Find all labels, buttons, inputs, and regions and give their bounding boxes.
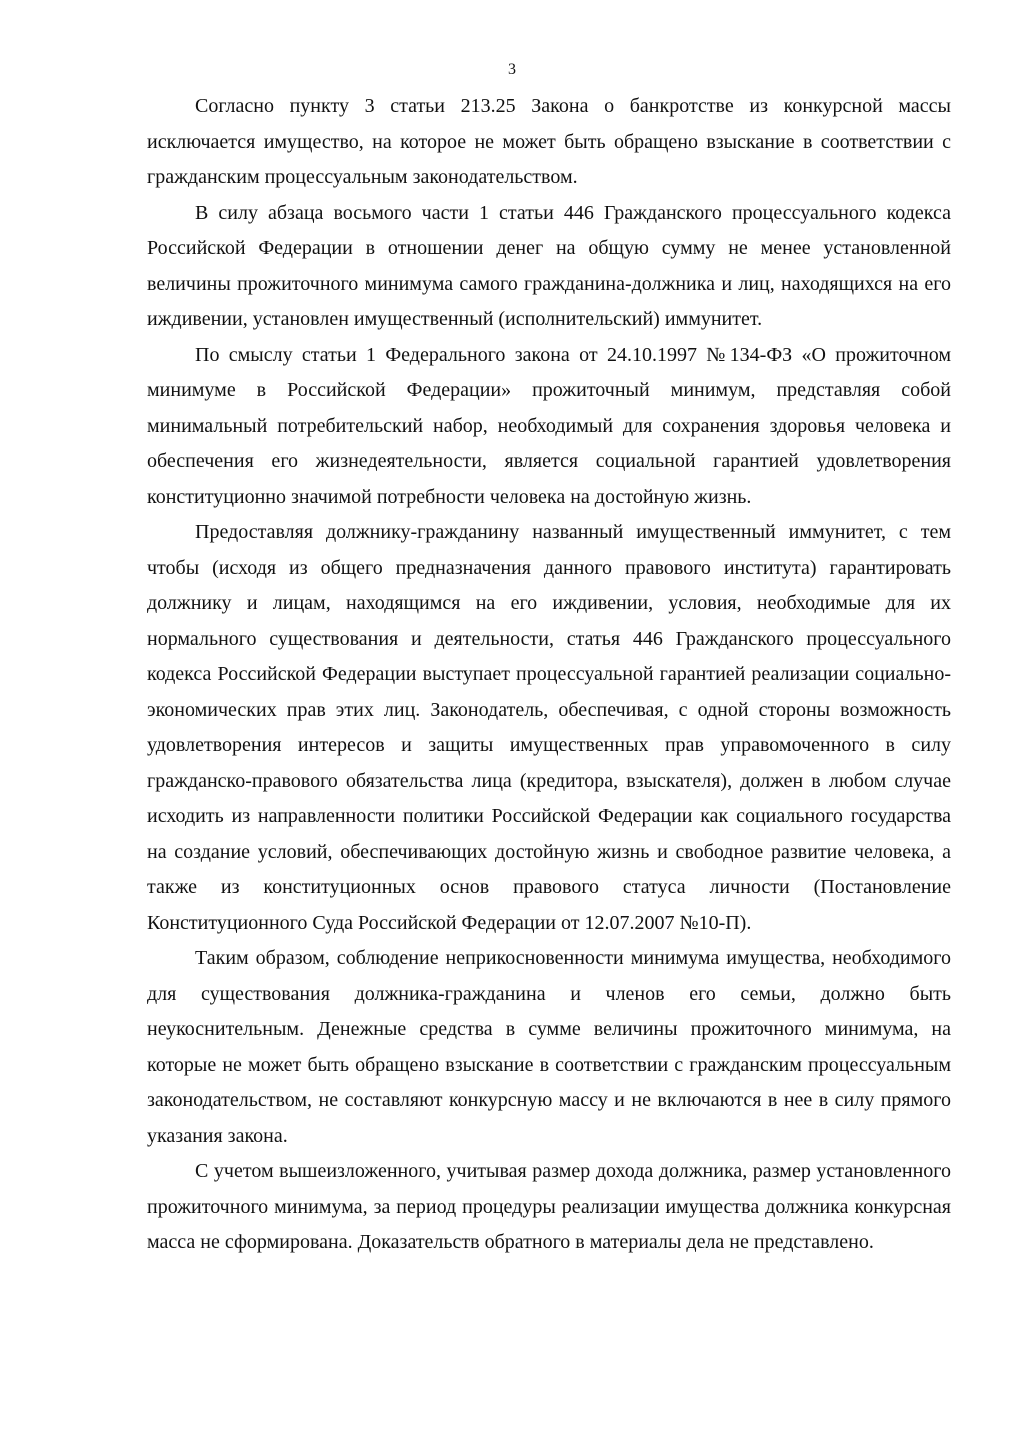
paragraph-property-immunity: В силу абзаца восьмого части 1 статьи 446 Гражданского процессуального кодекса Российской Федерации в отношении денег на общую сумму не менее установленной величины прожиточного минимума самого гражданина-должника и лиц, находящихся на его иждивении, установлен имущественный (исполнительский) иммунитет.: [147, 201, 951, 330]
document-body: [147, 89, 951, 1261]
paragraph-constitutional-guarantee: Предоставляя должнику-гражданину названный имущественный иммунитет, с тем чтобы (исходя из общего предназначения данного правового института) гарантировать должнику и лицам, находящимся на его иждивении, условия, необходимые для их нормального существования и деятельности, статья 446 Гражданского процессуального кодекса Российской Федерации выступает процессуальной гарантией реализации социально-экономических прав этих лиц. Законодатель, обеспечивая, с одной стороны возможность удовлетворения интересов и защиты имущественных прав управомоченного в силу гражданско-правового обязательства лица (кредитора, взыскателя), должен в любом случае исходить из направленности политики Российской Федерации как социального государства на создание условий, обеспечивающих достойную жизнь и свободное развитие человека, а также из конституционных основ правового статуса личности (Постановление Конституционного Суда Российской Федерации от 12.07.2007 №10-П).: [147, 521, 951, 934]
paragraph-property-exclusion: Согласно пункту 3 статьи 213.25 Закона о банкротстве из конкурсной массы исключается имущество, на которое не может быть обращено взыскание в соответствии с гражданским процессуальным законодательством.: [147, 95, 951, 188]
paragraph-subsistence-minimum: По смыслу статьи 1 Федерального закона от 24.10.1997 №134-ФЗ «О прожиточном минимуме в Российской Федерации» прожиточный минимум, представляя собой минимальный потребительский набор, необходимый для сохранения здоровья человека и обеспечения его жизнедеятельности, является социальной гарантией удовлетворения конституционно значимой потребности человека на достойную жизнь.: [147, 343, 951, 508]
paragraph-conclusion-inviolability: Таким образом, соблюдение неприкосновенности минимума имущества, необходимого для существования должника-гражданина и членов его семьи, должно быть неукоснительным. Денежные средства в сумме величины прожиточного минимума, на которые не может быть обращено взыскание в соответствии с гражданским процессуальным законодательством, не составляют конкурсную массу и не включаются в нее в силу прямого указания закона.: [147, 947, 951, 1147]
page-number: 3: [508, 61, 516, 78]
paragraph-bankruptcy-estate-not-formed: С учетом вышеизложенного, учитывая размер дохода должника, размер установленного прожиточного минимума, за период процедуры реализации имущества должника конкурсная масса не сформирована. Доказательств обратного в материалы дела не представлено.: [147, 1160, 951, 1253]
